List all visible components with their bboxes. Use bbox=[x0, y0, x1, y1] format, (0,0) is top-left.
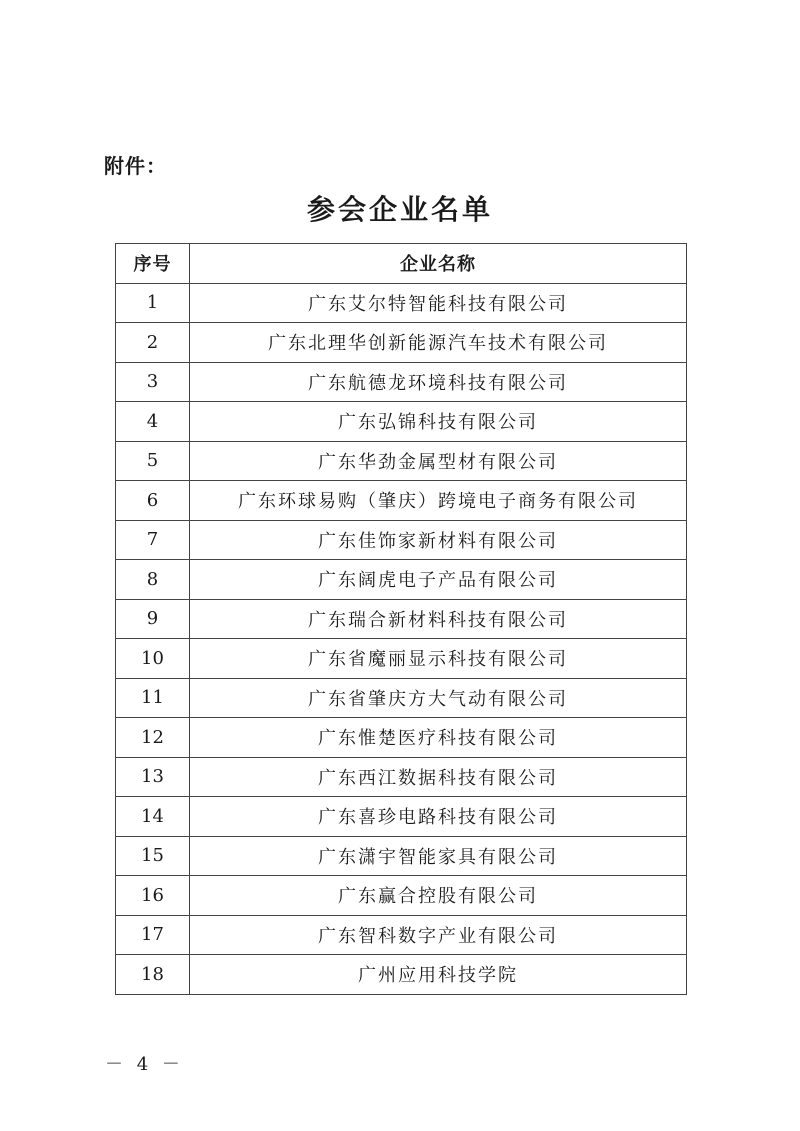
table-body bbox=[116, 283, 687, 994]
document-title: 参会企业名单 bbox=[306, 193, 493, 226]
table-row bbox=[116, 678, 687, 718]
table-row bbox=[116, 323, 687, 363]
company-name: 广东惟楚医疗科技有限公司 bbox=[190, 718, 687, 758]
company-name: 广东喜珍电路科技有限公司 bbox=[190, 797, 687, 837]
table-row bbox=[116, 639, 687, 679]
row-number: 5 bbox=[116, 441, 190, 481]
company-name: 广东华劲金属型材有限公司 bbox=[190, 441, 687, 481]
row-number: 9 bbox=[116, 599, 190, 639]
attachment-label: 附件： bbox=[104, 154, 167, 178]
row-number: 4 bbox=[116, 402, 190, 442]
table-row bbox=[116, 599, 687, 639]
table-row bbox=[116, 481, 687, 521]
company-name: 广东省魔丽显示科技有限公司 bbox=[190, 639, 687, 679]
row-number: 17 bbox=[116, 915, 190, 955]
table-row bbox=[116, 876, 687, 916]
table-row bbox=[116, 955, 687, 995]
company-name: 广州应用科技学院 bbox=[190, 955, 687, 995]
table-row bbox=[116, 441, 687, 481]
company-table bbox=[115, 243, 687, 995]
row-number: 1 bbox=[116, 283, 190, 323]
company-name: 广东艾尔特智能科技有限公司 bbox=[190, 283, 687, 323]
table-header-row bbox=[116, 244, 687, 284]
row-number: 16 bbox=[116, 876, 190, 916]
header-number: 序号 bbox=[116, 244, 190, 284]
table-row bbox=[116, 797, 687, 837]
company-name: 广东瑞合新材料科技有限公司 bbox=[190, 599, 687, 639]
company-name: 广东潇宇智能家具有限公司 bbox=[190, 836, 687, 876]
row-number: 11 bbox=[116, 678, 190, 718]
table-row bbox=[116, 836, 687, 876]
row-number: 12 bbox=[116, 718, 190, 758]
header-company-name: 企业名称 bbox=[190, 244, 687, 284]
row-number: 18 bbox=[116, 955, 190, 995]
page-number: － 4 － bbox=[105, 1054, 184, 1075]
company-name: 广东航德龙环境科技有限公司 bbox=[190, 362, 687, 402]
table-row bbox=[116, 283, 687, 323]
company-name: 广东佳饰家新材料有限公司 bbox=[190, 520, 687, 560]
row-number: 15 bbox=[116, 836, 190, 876]
table-row bbox=[116, 520, 687, 560]
company-name: 广东弘锦科技有限公司 bbox=[190, 402, 687, 442]
table-row bbox=[116, 915, 687, 955]
company-name: 广东北理华创新能源汽车技术有限公司 bbox=[190, 323, 687, 363]
company-name: 广东省肇庆方大气动有限公司 bbox=[190, 678, 687, 718]
table-row bbox=[116, 402, 687, 442]
company-name: 广东环球易购（肇庆）跨境电子商务有限公司 bbox=[190, 481, 687, 521]
company-name: 广东阔虎电子产品有限公司 bbox=[190, 560, 687, 600]
row-number: 6 bbox=[116, 481, 190, 521]
company-name: 广东智科数字产业有限公司 bbox=[190, 915, 687, 955]
table-row bbox=[116, 718, 687, 758]
row-number: 8 bbox=[116, 560, 190, 600]
table-row bbox=[116, 560, 687, 600]
company-name: 广东西江数据科技有限公司 bbox=[190, 757, 687, 797]
table-row bbox=[116, 362, 687, 402]
row-number: 10 bbox=[116, 639, 190, 679]
row-number: 3 bbox=[116, 362, 190, 402]
row-number: 14 bbox=[116, 797, 190, 837]
row-number: 2 bbox=[116, 323, 190, 363]
row-number: 13 bbox=[116, 757, 190, 797]
table-row bbox=[116, 757, 687, 797]
company-name: 广东赢合控股有限公司 bbox=[190, 876, 687, 916]
row-number: 7 bbox=[116, 520, 190, 560]
